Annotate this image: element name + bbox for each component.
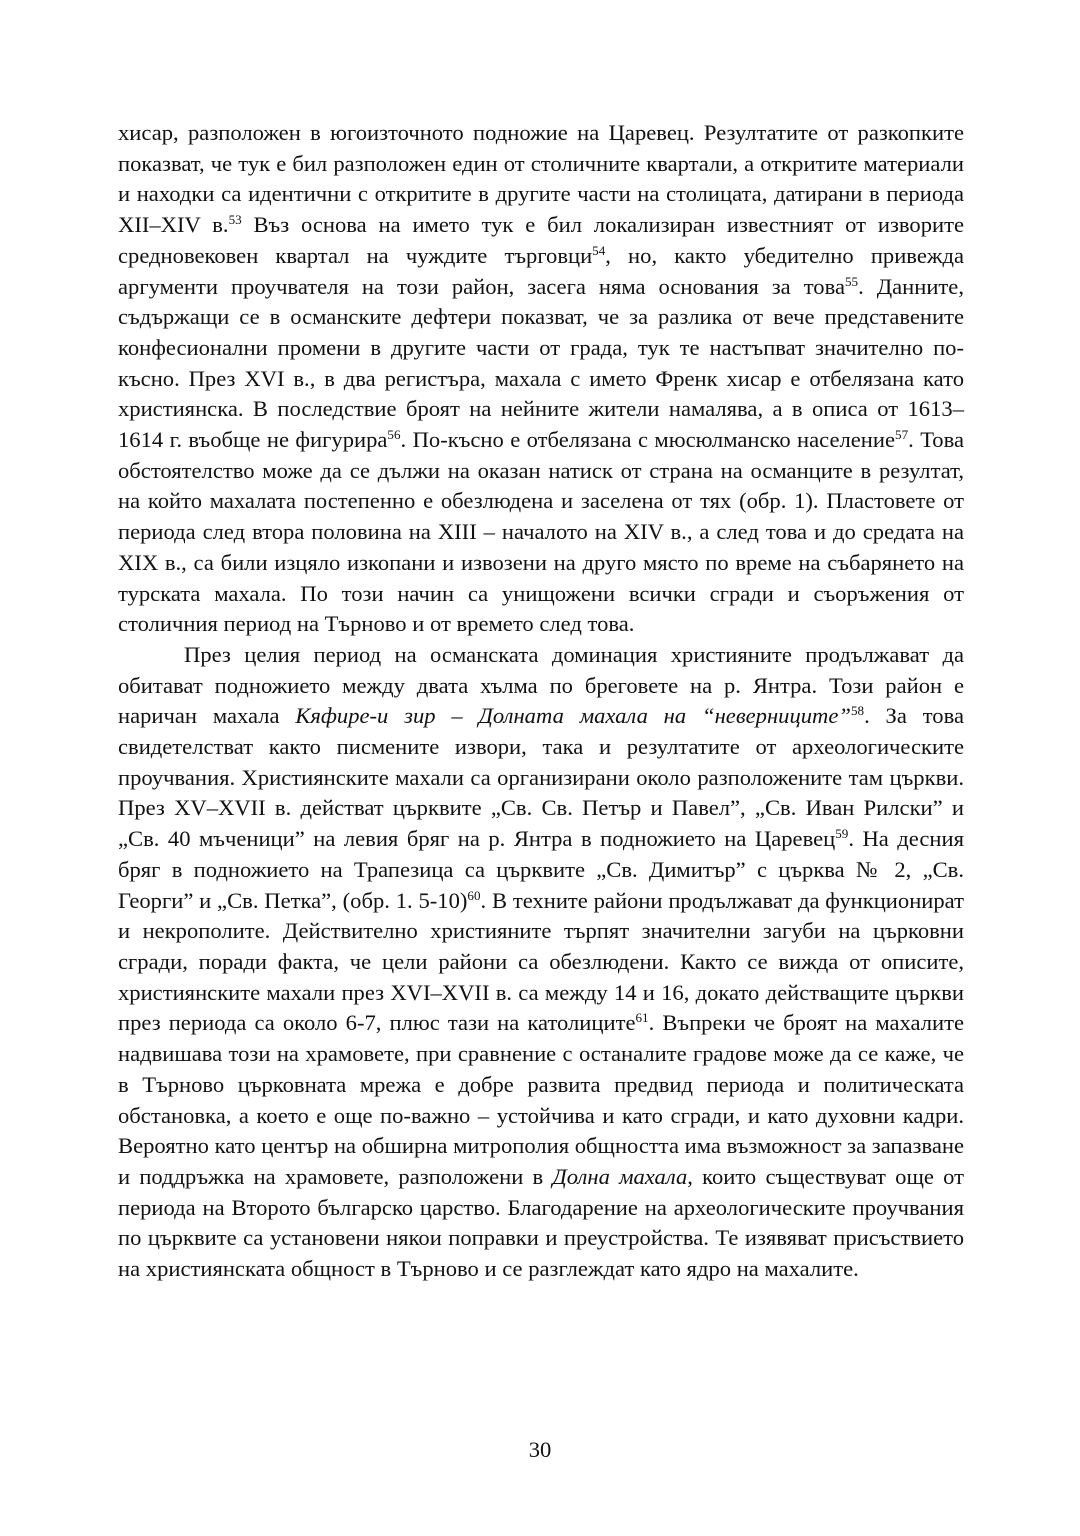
text-segment: . В техните райони продължават да функционират и некрополите. Действително християните търпят значителни загуби на църковни сгради, поради факта, че цели райони са обезлюдени. Както се вижда от описите, християнските махали през XVI–XVII в. са между 14 и 16, докато действащите църкви през периода са около 6-7, плюс тази на католиците	[118, 887, 964, 1036]
text-segment: През целия период на османската доминация християните продължават да обитават подножието между двата хълма по бреговете на р. Янтра. Този район е наричан махала	[118, 641, 964, 729]
page-number: 30	[528, 1437, 552, 1462]
footnote-ref: 55	[844, 273, 859, 289]
text-segment: . По-късно е отбелязана с мюсюлманско население	[400, 427, 896, 453]
text-segment: . Това обстоятелство може да се дължи на оказан натиск от страна на османците в резултат, на който махалата постепенно е обезлюдена и заселена от тях (обр. 1). Пластовете от периода след втора половина на XIII – началото на XIV в., а след това и до средата на XIX в., са били изцяло изкопани и извозени на друго място по време на събарянето на турската махала. По този начин са унищожени всички сгради и съоръжения от столичния период на Търново и от времето след това.	[118, 427, 964, 637]
text-segment: . Въпреки че броят на махалите надвишава този на храмовете, при сравнение с останалите градове може да се каже, че в Търново църковната мрежа е добре развита предвид периода и политическата обстановка, а което е още по-важно – устойчива и като сгради, и като духовни кадри. Вероятно като център на обширна митрополия общността има възможност за запазване и поддръжка на храмовете, разположени в	[118, 1010, 964, 1189]
footnote-ref: 56	[387, 426, 401, 442]
body-text	[118, 118, 964, 1285]
footnote-ref: 53	[228, 211, 242, 227]
text-segment: , но, както убедително привежда аргументи проучвателя на този район, засега няма основания за това	[118, 242, 964, 299]
footnote-ref: 57	[895, 426, 909, 442]
text-segment: . Данните, съдържащи се в османските дефтери показват, че за разлика от вече представените конфесионални промени в другите части от града, тук те настъпват значително по-късно. През XVI в., в два регистъра, махала с името Френк хисар е отбелязана като християнска. В последствие броят на нейните жители намалява, а в описа от 1613–1614 г. въобще не фигурира	[118, 273, 964, 453]
paragraph	[118, 640, 964, 1285]
text-segment: . За това свидетелстват както писмените извори, така и резултатите от археологическите проучвания. Християнските махали са организирани около разположените там църкви. През XV–XVII в. действат църквите „Св. Св. Петър и Павел”, „Св. Иван Рилски” и „Св. 40 мъченици” на левия бряг на р. Янтра в подножието на Царевец	[118, 703, 964, 852]
italic-text: Долна махала	[552, 1163, 688, 1189]
text-segment: Въз основа на името тук е бил локализиран известният от изворите средновековен квартал на чуждите търговци	[118, 212, 964, 268]
footnote-ref: 61	[635, 1010, 649, 1026]
text-segment: . На десния бряг в подножието на Трапезица са църквите „Св. Димитър” с църква № 2, „Св. Георги” и „Св. Петка”, (обр. 1. 5-10)	[118, 826, 964, 913]
italic-text: Кяфире-и зир – Долната махала на “неверниците”	[295, 703, 851, 729]
paragraph	[118, 118, 964, 640]
text-segment: , които съществуват още от периода на Второто българско царство. Благодарение на археологическите проучвания по църквите са установени някои поправки и преустройства. Те изявяват присъствието на християнската общност в Търново и се разглеждат като ядро на махалите.	[118, 1163, 964, 1282]
footnote-ref: 54	[592, 242, 606, 258]
footnote-ref: 58	[850, 703, 865, 719]
text-segment: хисар, разположен в югоизточното подножие на Царевец. Резултатите от разкопките показват, че тук е бил разположен един от столичните квартали, а откритите материали и находки са идентични с откритите в другите части на столицата, датирани в периода XII–XIV в.	[118, 120, 964, 238]
footnote-ref: 59	[835, 826, 849, 842]
footnote-ref: 60	[467, 887, 481, 903]
